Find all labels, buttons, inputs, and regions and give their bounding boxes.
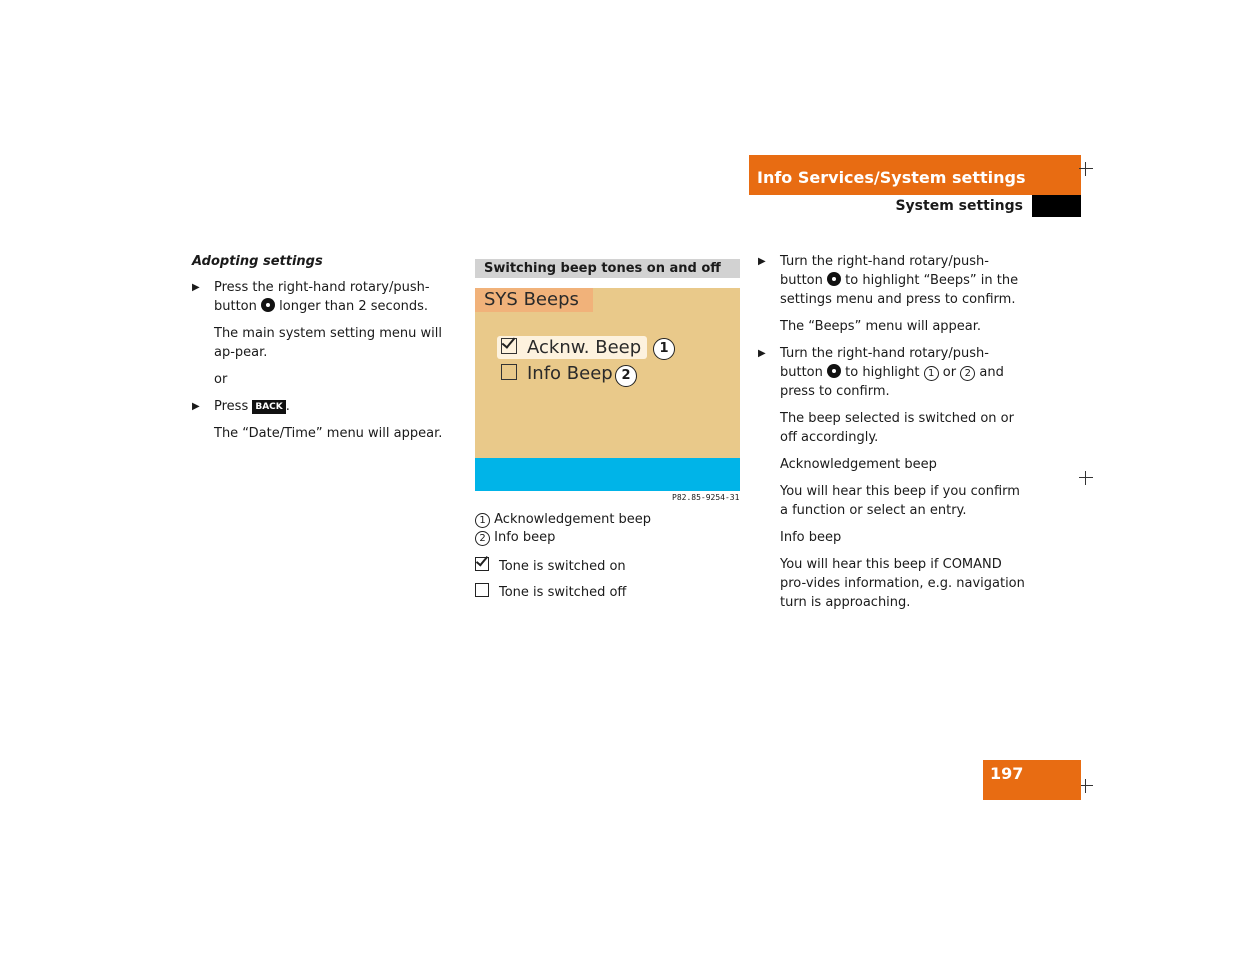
callout-1: 1 (653, 338, 675, 360)
bullet-triangle-icon: ▶ (192, 282, 200, 293)
result-text: The “Beeps” menu will appear. (780, 319, 982, 334)
rotary-button-icon (827, 272, 841, 286)
crop-mark-icon (1079, 471, 1093, 485)
step-item: ▶ Press BACK . (192, 399, 290, 414)
left-column (192, 252, 460, 451)
crop-mark-icon (1079, 162, 1093, 176)
screen-status-bar (475, 458, 740, 491)
step-item: ▶ Press the right-hand rotary/push-button longer than 2 seconds. (192, 280, 430, 314)
result-text: The main system setting menu will ap-pear. (214, 326, 442, 360)
checked-box-icon (475, 557, 489, 571)
info-beep-heading: Info beep (780, 530, 842, 545)
page-number: 197 (983, 760, 1081, 800)
legend-item: 2 Info beep (475, 530, 555, 546)
header-marker (1032, 195, 1081, 217)
number-circle-icon: 1 (475, 513, 490, 528)
screen-title: SYS Beeps (475, 288, 593, 312)
legend-item: 1 Acknowledgement beep (475, 512, 651, 528)
bullet-triangle-icon: ▶ (758, 256, 766, 267)
checked-box-icon (501, 338, 517, 354)
beep-section-title: Switching beep tones on and off (475, 259, 740, 278)
ack-beep-heading: Acknowledgement beep (780, 457, 937, 472)
rotary-button-icon (261, 298, 275, 312)
callout-2: 2 (615, 365, 637, 387)
tone-off-legend: Tone is switched off (475, 583, 626, 600)
screen-item-acknw-beep: Acknw. Beep (497, 336, 647, 359)
result-text: The beep selected is switched on or off accordingly. (780, 411, 1014, 445)
step-item: ▶ Turn the right-hand rotary/push-button to highlight 1 or 2 and press to confirm. (758, 346, 1004, 399)
section-header: Info Services/System settings (749, 155, 1081, 195)
number-circle-icon: 2 (475, 531, 490, 546)
bullet-triangle-icon: ▶ (758, 348, 766, 359)
screen-item-info-beep: Info Beep (501, 363, 613, 384)
info-beep-text: You will hear this beep if COMAND pro-vides information, e.g. navigation turn is approaching. (780, 557, 1025, 610)
step-item: ▶ Turn the right-hand rotary/push-button to highlight “Beeps” in the settings menu and press to confirm. (758, 254, 1019, 307)
number-circle-icon: 2 (960, 366, 975, 381)
subsection-header: System settings (895, 198, 1023, 214)
unchecked-box-icon (475, 583, 489, 597)
unchecked-box-icon (501, 364, 517, 380)
tone-on-legend: Tone is switched on (475, 557, 626, 574)
bullet-triangle-icon: ▶ (192, 401, 200, 412)
number-circle-icon: 1 (924, 366, 939, 381)
or-text: or (214, 372, 228, 387)
crop-mark-icon (1079, 779, 1093, 793)
back-key-icon: BACK (252, 400, 285, 414)
adopting-settings-heading: Adopting settings (192, 254, 323, 269)
rotary-button-icon (827, 364, 841, 378)
result-text: The “Date/Time” menu will appear. (214, 426, 443, 441)
ack-beep-text: You will hear this beep if you confirm a function or select an entry. (780, 484, 1020, 518)
image-reference: P82.85-9254-31 (672, 493, 740, 502)
right-column (758, 252, 1026, 620)
display-screenshot (475, 288, 740, 491)
